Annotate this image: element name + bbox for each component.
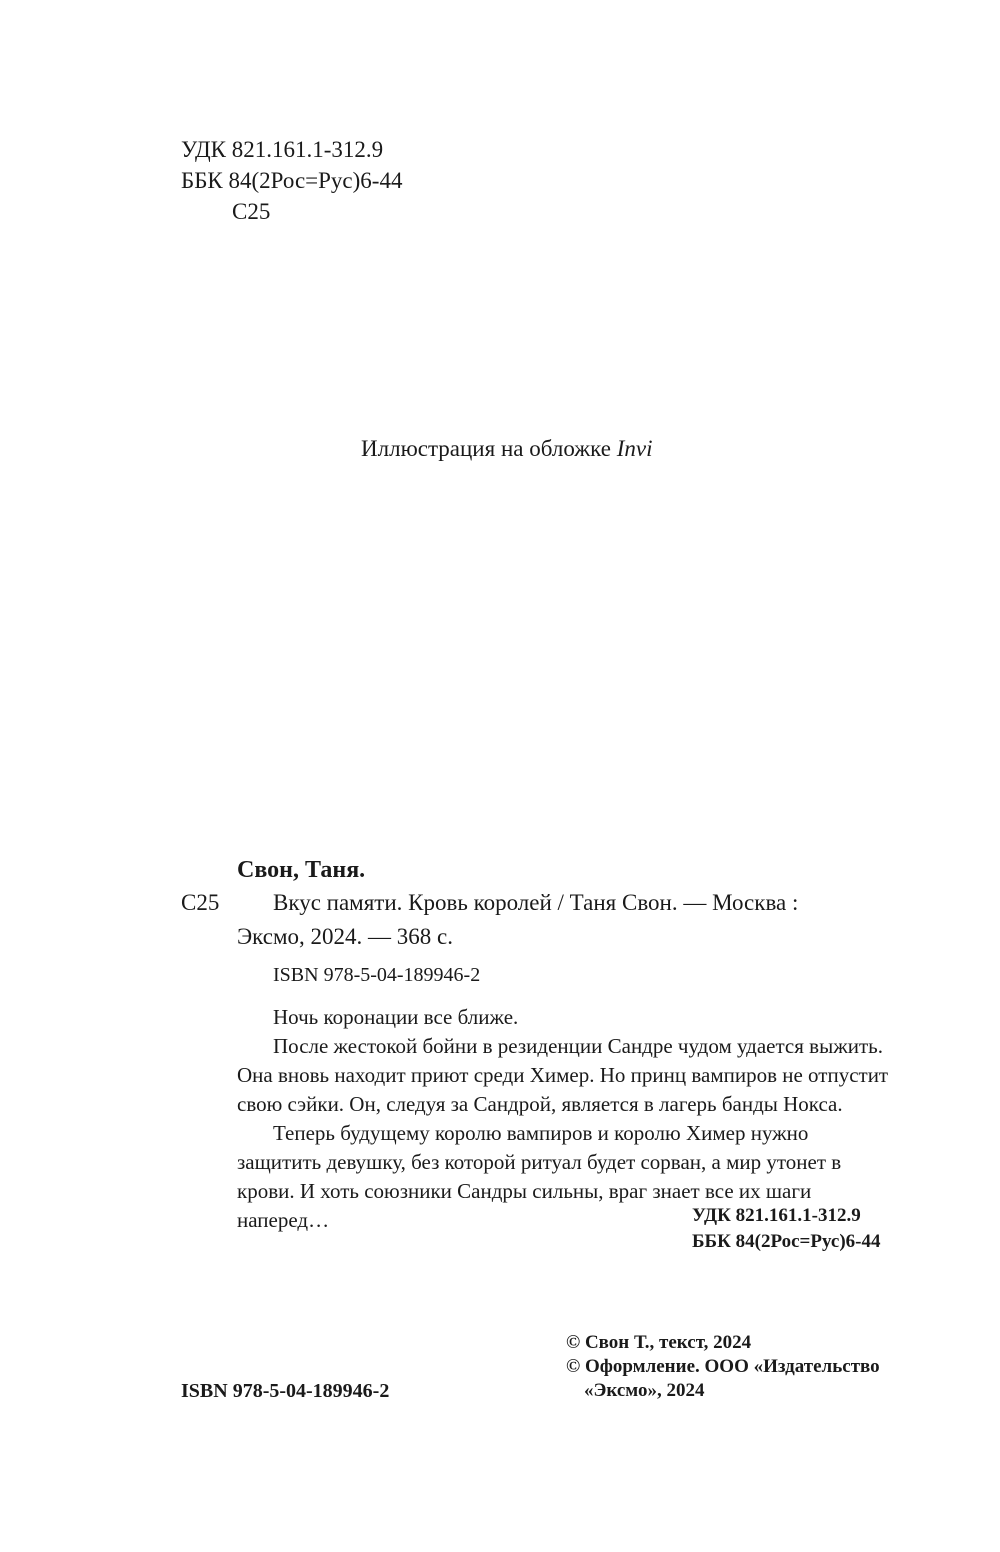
- card-udk-code: УДК 821.161.1-312.9: [692, 1205, 861, 1226]
- card-author: Свон, Таня.: [237, 857, 366, 883]
- card-isbn: ISBN 978-5-04-189946-2: [273, 964, 481, 986]
- annotation-paragraph: Ночь коронации все ближе.: [273, 1005, 519, 1029]
- card-title-line-2: Эксмо, 2024. — 368 с.: [237, 924, 454, 949]
- card-author-sign: С25: [181, 890, 220, 915]
- author-sign: С25: [232, 199, 271, 224]
- copyright-design-line-2: «Эксмо», 2024: [584, 1380, 705, 1401]
- annotation-paragraph: Теперь будущему королю вампиров и королю Химер нужно защитить девушку, без которой ритуал будет сорван, а мир утонет в крови. И хоть союзники Сандры сильны, враг знает все их шаги наперед…: [237, 1121, 842, 1232]
- card-title-line-1: Вкус памяти. Кровь королей / Таня Свон. — Москва :: [273, 890, 799, 915]
- udk-code: УДК 821.161.1-312.9: [181, 137, 384, 162]
- annotation-paragraph: После жестокой бойни в резиденции Сандре чудом удается выжить. Она вновь находит приют среди Химер. Но принц вампиров не отпустит свою сэйки. Он, следуя за Сандрой, является в лагерь банды Нокса.: [237, 1034, 889, 1116]
- bbk-code: ББК 84(2Рос=Рус)6-44: [181, 168, 403, 193]
- illustration-credit: [361, 434, 652, 464]
- card-bbk-code: ББК 84(2Рос=Рус)6-44: [692, 1231, 881, 1252]
- illustration-credit-prefix: Иллюстрация на обложке: [361, 436, 617, 461]
- copyright-text: © Свон Т., текст, 2024: [566, 1332, 752, 1353]
- illustration-artist: Invi: [616, 436, 653, 461]
- copyright-design-line-1: © Оформление. ООО «Издательство: [566, 1356, 880, 1377]
- card-annotation: [237, 1003, 889, 1235]
- isbn: ISBN 978-5-04-189946-2: [181, 1380, 390, 1402]
